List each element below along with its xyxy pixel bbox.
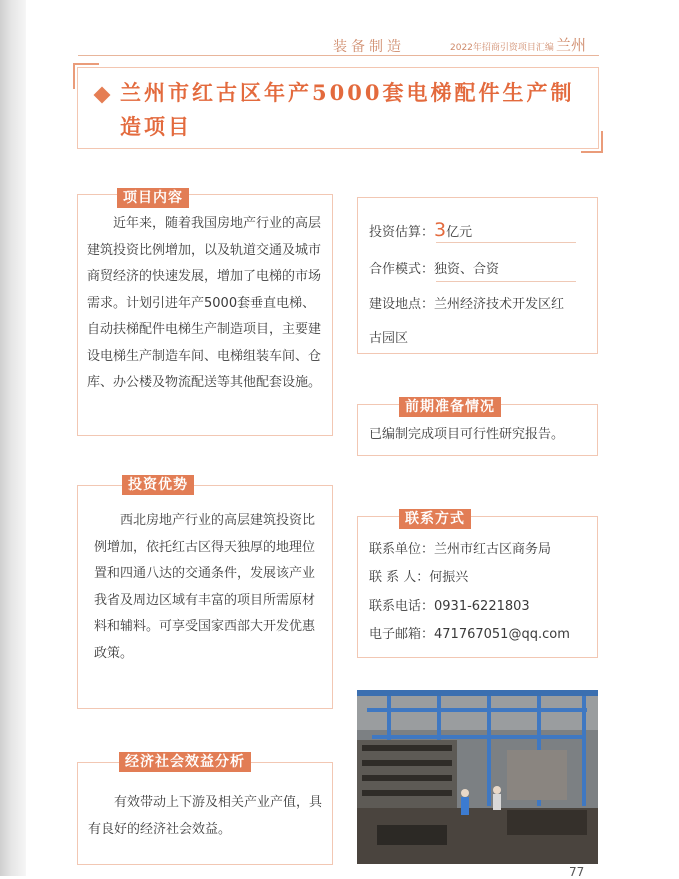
investment-value: 3 [434, 219, 447, 241]
contact-phone-value: 0931-6221803 [434, 599, 530, 614]
header-category: 装备制造 [333, 39, 405, 55]
contact-tag: 联系方式 [399, 509, 471, 529]
contact-person-row [369, 568, 468, 588]
project-title-line1: 兰州市红古区年产5000套电梯配件生产制 [120, 80, 575, 105]
contact-unit-row [369, 540, 551, 560]
investment-label: 投资估算： [369, 225, 435, 240]
investment-row [369, 220, 472, 243]
contact-person-value: 何振兴 [429, 570, 469, 585]
contact-unit-value: 兰州市红古区商务局 [434, 542, 552, 557]
contact-phone-row [369, 597, 530, 617]
content-text: 近年来，随着我国房地产行业的高层建筑投资比例增加，以及轨道交通及城市商贸经济的快速发展，增加了电梯的市场需求。计划引进年产5000套垂直电梯、自动扶梯配件电梯生产制造项目，主要建设电梯生产制造车间、电梯组装车间、仓库、办公楼及物流配送等其他配套设施。 [87, 216, 322, 390]
benefit-text: 有效带动上下游及相关产业产值，具有良好的经济社会效益。 [88, 795, 323, 837]
content-tag: 项目内容 [117, 188, 189, 208]
mode-row [369, 260, 499, 280]
mode-value: 独资、合资 [434, 262, 500, 277]
prep-text: 已编制完成项目可行性研究报告。 [369, 427, 565, 442]
location-row-2 [369, 329, 408, 349]
contact-unit-label: 联系单位： [369, 542, 435, 557]
header-city-logo: 兰州 [556, 36, 587, 54]
factory-photo [357, 690, 598, 864]
location-row [369, 295, 564, 315]
contact-email-label: 电子邮箱： [369, 627, 435, 642]
contact-phone-label: 联系电话： [369, 599, 435, 614]
advantage-text: 西北房地产行业的高层建筑投资比例增加，依托红古区得天独厚的地理位置和四通八达的交通条件，发展该产业我省及周边区域有丰富的项目所需原材料和辅料。可享受国家西部大开发优惠政策。 [94, 513, 316, 661]
page-binding-shadow [0, 0, 26, 876]
title-corner-top-left [73, 63, 99, 89]
mode-label: 合作模式： [369, 262, 435, 277]
header-subtitle: 2022年招商引资项目汇编 [450, 43, 554, 53]
benefit-tag: 经济社会效益分析 [119, 752, 251, 772]
location-value-line1: 兰州经济技术开发区红 [434, 297, 565, 312]
header-divider [78, 55, 599, 56]
title-corner-bottom-right [581, 131, 603, 153]
project-title [120, 76, 580, 144]
location-label: 建设地点： [369, 297, 435, 312]
contact-email-row [369, 625, 570, 645]
contact-email-value: 471767051@qq.com [434, 627, 570, 642]
contact-person-label: 联 系 人： [369, 570, 430, 585]
page-number: 77 [569, 865, 585, 879]
investment-unit: 亿元 [446, 225, 473, 240]
investment-underline [436, 242, 576, 243]
prep-tag: 前期准备情况 [399, 397, 501, 417]
advantage-tag: 投资优势 [122, 475, 194, 495]
project-title-line2: 造项目 [120, 114, 192, 139]
mode-underline [436, 281, 576, 282]
factory-photo-illustration [357, 690, 598, 864]
location-value-line2: 古园区 [369, 331, 409, 346]
